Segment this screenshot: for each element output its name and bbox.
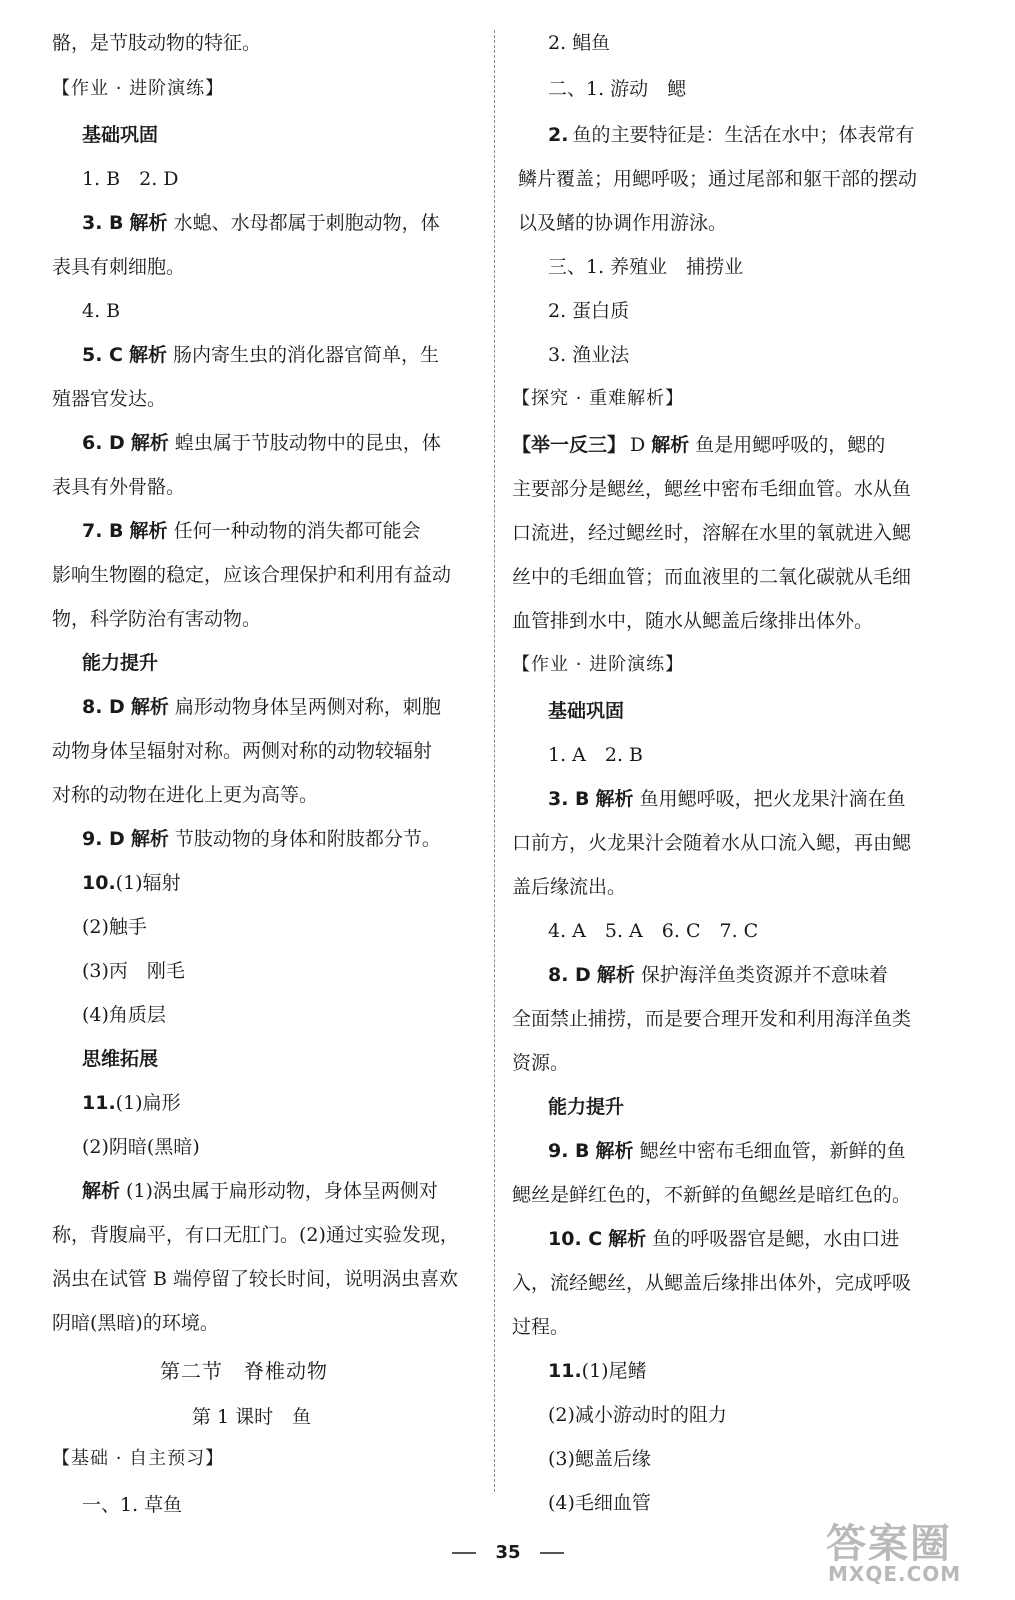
answer-line: (4)角质层 xyxy=(82,1004,166,1026)
answer-line: 一、1. 草鱼 xyxy=(82,1494,183,1516)
answer-line: (3)鳃盖后缘 xyxy=(548,1448,651,1470)
answer-line: 4. B xyxy=(82,300,121,322)
answer-line: (2)减小游动时的阻力 xyxy=(548,1404,727,1426)
answer-line: (2)触手 xyxy=(82,916,147,938)
answer-line xyxy=(82,428,441,458)
analysis-label: 解析 xyxy=(130,828,169,850)
analysis-label: 解析 xyxy=(130,432,169,454)
answer-line xyxy=(82,208,440,238)
answer-line xyxy=(82,868,181,898)
column-divider xyxy=(494,30,495,1492)
watermark-title: 答案圈 xyxy=(826,1521,952,1567)
text-line: 物，科学防治有害动物。 xyxy=(52,608,262,630)
text-line: 动物身体呈辐射对称。两侧对称的动物较辐射 xyxy=(52,740,433,762)
answer-line: 1. B 2. D xyxy=(82,168,179,190)
text-line: 对称的动物在进化上更为高等。 xyxy=(52,784,319,806)
section-header: 【基础 · 自主预习】 xyxy=(52,1448,225,1469)
text-line: 过程。 xyxy=(512,1316,570,1338)
analysis-text: 保护海洋鱼类资源并不意味着 xyxy=(640,964,888,986)
answer-line: 2. 鲳鱼 xyxy=(548,32,611,54)
text-line: 阴暗(黑暗)的环境。 xyxy=(52,1312,219,1334)
analysis-label: 解析 xyxy=(129,520,168,542)
answer-text: (1)辐射 xyxy=(115,872,181,894)
question-number: 5. C xyxy=(82,344,123,366)
question-number: 11. xyxy=(82,1092,116,1114)
analysis-text: 鳃丝中密布毛细血管，新鲜的鱼 xyxy=(639,1140,906,1162)
question-number: 8. D xyxy=(82,696,125,718)
analysis-label: 解析 xyxy=(129,212,168,234)
analysis-label: 解析 xyxy=(595,788,634,810)
lesson-title: 第 1 课时 鱼 xyxy=(192,1406,312,1428)
text-line: 入，流经鳃丝，从鳃盖后缘排出体外，完成呼吸 xyxy=(512,1272,912,1294)
text-line: 口流进，经过鳃丝时，溶解在水里的氧就进入鳃 xyxy=(512,522,912,544)
analysis-label: 解析 xyxy=(595,1140,634,1162)
text-line: 影响生物圈的稳定，应该合理保护和利用有益动 xyxy=(52,564,452,586)
answer-line: (3)丙 刚毛 xyxy=(82,960,185,982)
analysis-text: 扁形动物身体呈两侧对称，刺胞 xyxy=(174,696,441,718)
subsection-heading: 基础巩固 xyxy=(548,700,625,722)
answer-line xyxy=(548,960,888,990)
answer-line: 二、1. 游动 鳃 xyxy=(548,78,687,100)
answer-line: (2)阴暗(黑暗) xyxy=(82,1136,200,1158)
example-tag: 【举一反三】 xyxy=(512,434,627,456)
subsection-heading: 基础巩固 xyxy=(82,124,159,146)
question-number: 10. xyxy=(82,872,116,894)
section-header: 【作业 · 进阶演练】 xyxy=(52,78,225,99)
text-line: 鳃丝是鲜红色的，不新鲜的鱼鳃丝是暗红色的。 xyxy=(512,1184,912,1206)
answer-line xyxy=(548,784,906,814)
answer-text: 鱼的主要特征是：生活在水中；体表常有 xyxy=(572,124,915,146)
question-number: 3. B xyxy=(548,788,590,810)
watermark-logo xyxy=(808,1512,998,1594)
analysis-label: 解析 xyxy=(82,1180,121,1202)
text-line: 称，背腹扁平，有口无肛门。(2)通过实验发现， xyxy=(52,1224,459,1246)
analysis-label: 解析 xyxy=(608,1228,647,1250)
text-line: 丝中的毛细血管；而血液里的二氧化碳就从毛细 xyxy=(512,566,912,588)
analysis-line xyxy=(82,1176,438,1206)
answer-line xyxy=(512,430,885,460)
analysis-label: 解析 xyxy=(596,964,635,986)
analysis-text: (1)涡虫属于扁形动物，身体呈两侧对 xyxy=(126,1180,438,1202)
analysis-text: 任何一种动物的消失都可能会 xyxy=(173,520,421,542)
text-line: 表具有外骨骼。 xyxy=(52,476,186,498)
page-number: 35 xyxy=(470,1538,546,1568)
answer-line xyxy=(82,516,421,546)
text-line: 口前方，火龙果汁会随着水从口流入鳃，再由鳃 xyxy=(512,832,912,854)
watermark-url: MXQE.COM xyxy=(828,1562,962,1586)
answer-line xyxy=(82,692,441,722)
answer-line xyxy=(548,1136,906,1166)
analysis-label: 解析 xyxy=(651,434,690,456)
question-number: 7. B xyxy=(82,520,124,542)
question-number: 2. xyxy=(548,124,569,146)
text-line: 殖器官发达。 xyxy=(52,388,167,410)
analysis-text: 鱼的呼吸器官是鳃，水由口进 xyxy=(652,1228,900,1250)
answer-line xyxy=(82,340,439,370)
analysis-label: 解析 xyxy=(129,344,168,366)
answer-line xyxy=(548,120,914,150)
answer-line xyxy=(82,1088,181,1118)
analysis-text: 肠内寄生虫的消化器官简单，生 xyxy=(173,344,440,366)
question-number: 10. C xyxy=(548,1228,603,1250)
question-number: 8. D xyxy=(548,964,591,986)
analysis-text: 蝗虫属于节肢动物中的昆虫，体 xyxy=(174,432,441,454)
answer-line: 1. A 2. B xyxy=(548,744,644,766)
text-line: 主要部分是鳃丝，鳃丝中密布毛细血管。水从鱼 xyxy=(512,478,912,500)
answer-line: (4)毛细血管 xyxy=(548,1492,651,1514)
question-number: 9. B xyxy=(548,1140,590,1162)
text-line: 血管排到水中，随水从鳃盖后缘排出体外。 xyxy=(512,610,874,632)
answer-line: 4. A 5. A 6. C 7. C xyxy=(548,920,759,942)
text-line: 全面禁止捕捞，而是要合理开发和利用海洋鱼类 xyxy=(512,1008,912,1030)
section-title: 第二节 脊椎动物 xyxy=(160,1359,328,1383)
text-line: 涡虫在试管 B 端停留了较长时间，说明涡虫喜欢 xyxy=(52,1268,459,1290)
question-number: 11. xyxy=(548,1360,582,1382)
text-line: 资源。 xyxy=(512,1052,570,1074)
question-number: 6. D xyxy=(82,432,125,454)
analysis-text: 鱼是用鳃呼吸的，鳃的 xyxy=(695,434,886,456)
answer-line: 3. 渔业法 xyxy=(548,344,630,366)
answer-text: D xyxy=(630,434,646,456)
subsection-heading: 能力提升 xyxy=(82,652,159,674)
section-header: 【作业 · 进阶演练】 xyxy=(512,654,685,675)
answer-line xyxy=(548,1224,899,1254)
subsection-heading: 能力提升 xyxy=(548,1096,625,1118)
text-line: 表具有刺细胞。 xyxy=(52,256,186,278)
text-line: 骼，是节肢动物的特征。 xyxy=(52,32,262,54)
answer-line xyxy=(548,1356,647,1386)
text-line: 盖后缘流出。 xyxy=(512,876,627,898)
answer-line xyxy=(82,824,441,854)
analysis-text: 节肢动物的身体和附肢都分节。 xyxy=(174,828,441,850)
analysis-label: 解析 xyxy=(130,696,169,718)
text-line: 鳞片覆盖；用鳃呼吸；通过尾部和躯干部的摆动 xyxy=(518,168,918,190)
text-line: 以及鳍的协调作用游泳。 xyxy=(518,212,728,234)
subsection-heading: 思维拓展 xyxy=(82,1048,159,1070)
analysis-text: 鱼用鳃呼吸，把火龙果汁滴在鱼 xyxy=(639,788,906,810)
answer-line: 三、1. 养殖业 捕捞业 xyxy=(548,256,744,278)
answer-text: (1)扁形 xyxy=(115,1092,181,1114)
answer-text: (1)尾鳍 xyxy=(581,1360,647,1382)
analysis-text: 水螅、水母都属于刺胞动物，体 xyxy=(173,212,440,234)
answer-line: 2. 蛋白质 xyxy=(548,300,630,322)
section-header: 【探究 · 重难解析】 xyxy=(512,388,685,409)
question-number: 3. B xyxy=(82,212,124,234)
question-number: 9. D xyxy=(82,828,125,850)
